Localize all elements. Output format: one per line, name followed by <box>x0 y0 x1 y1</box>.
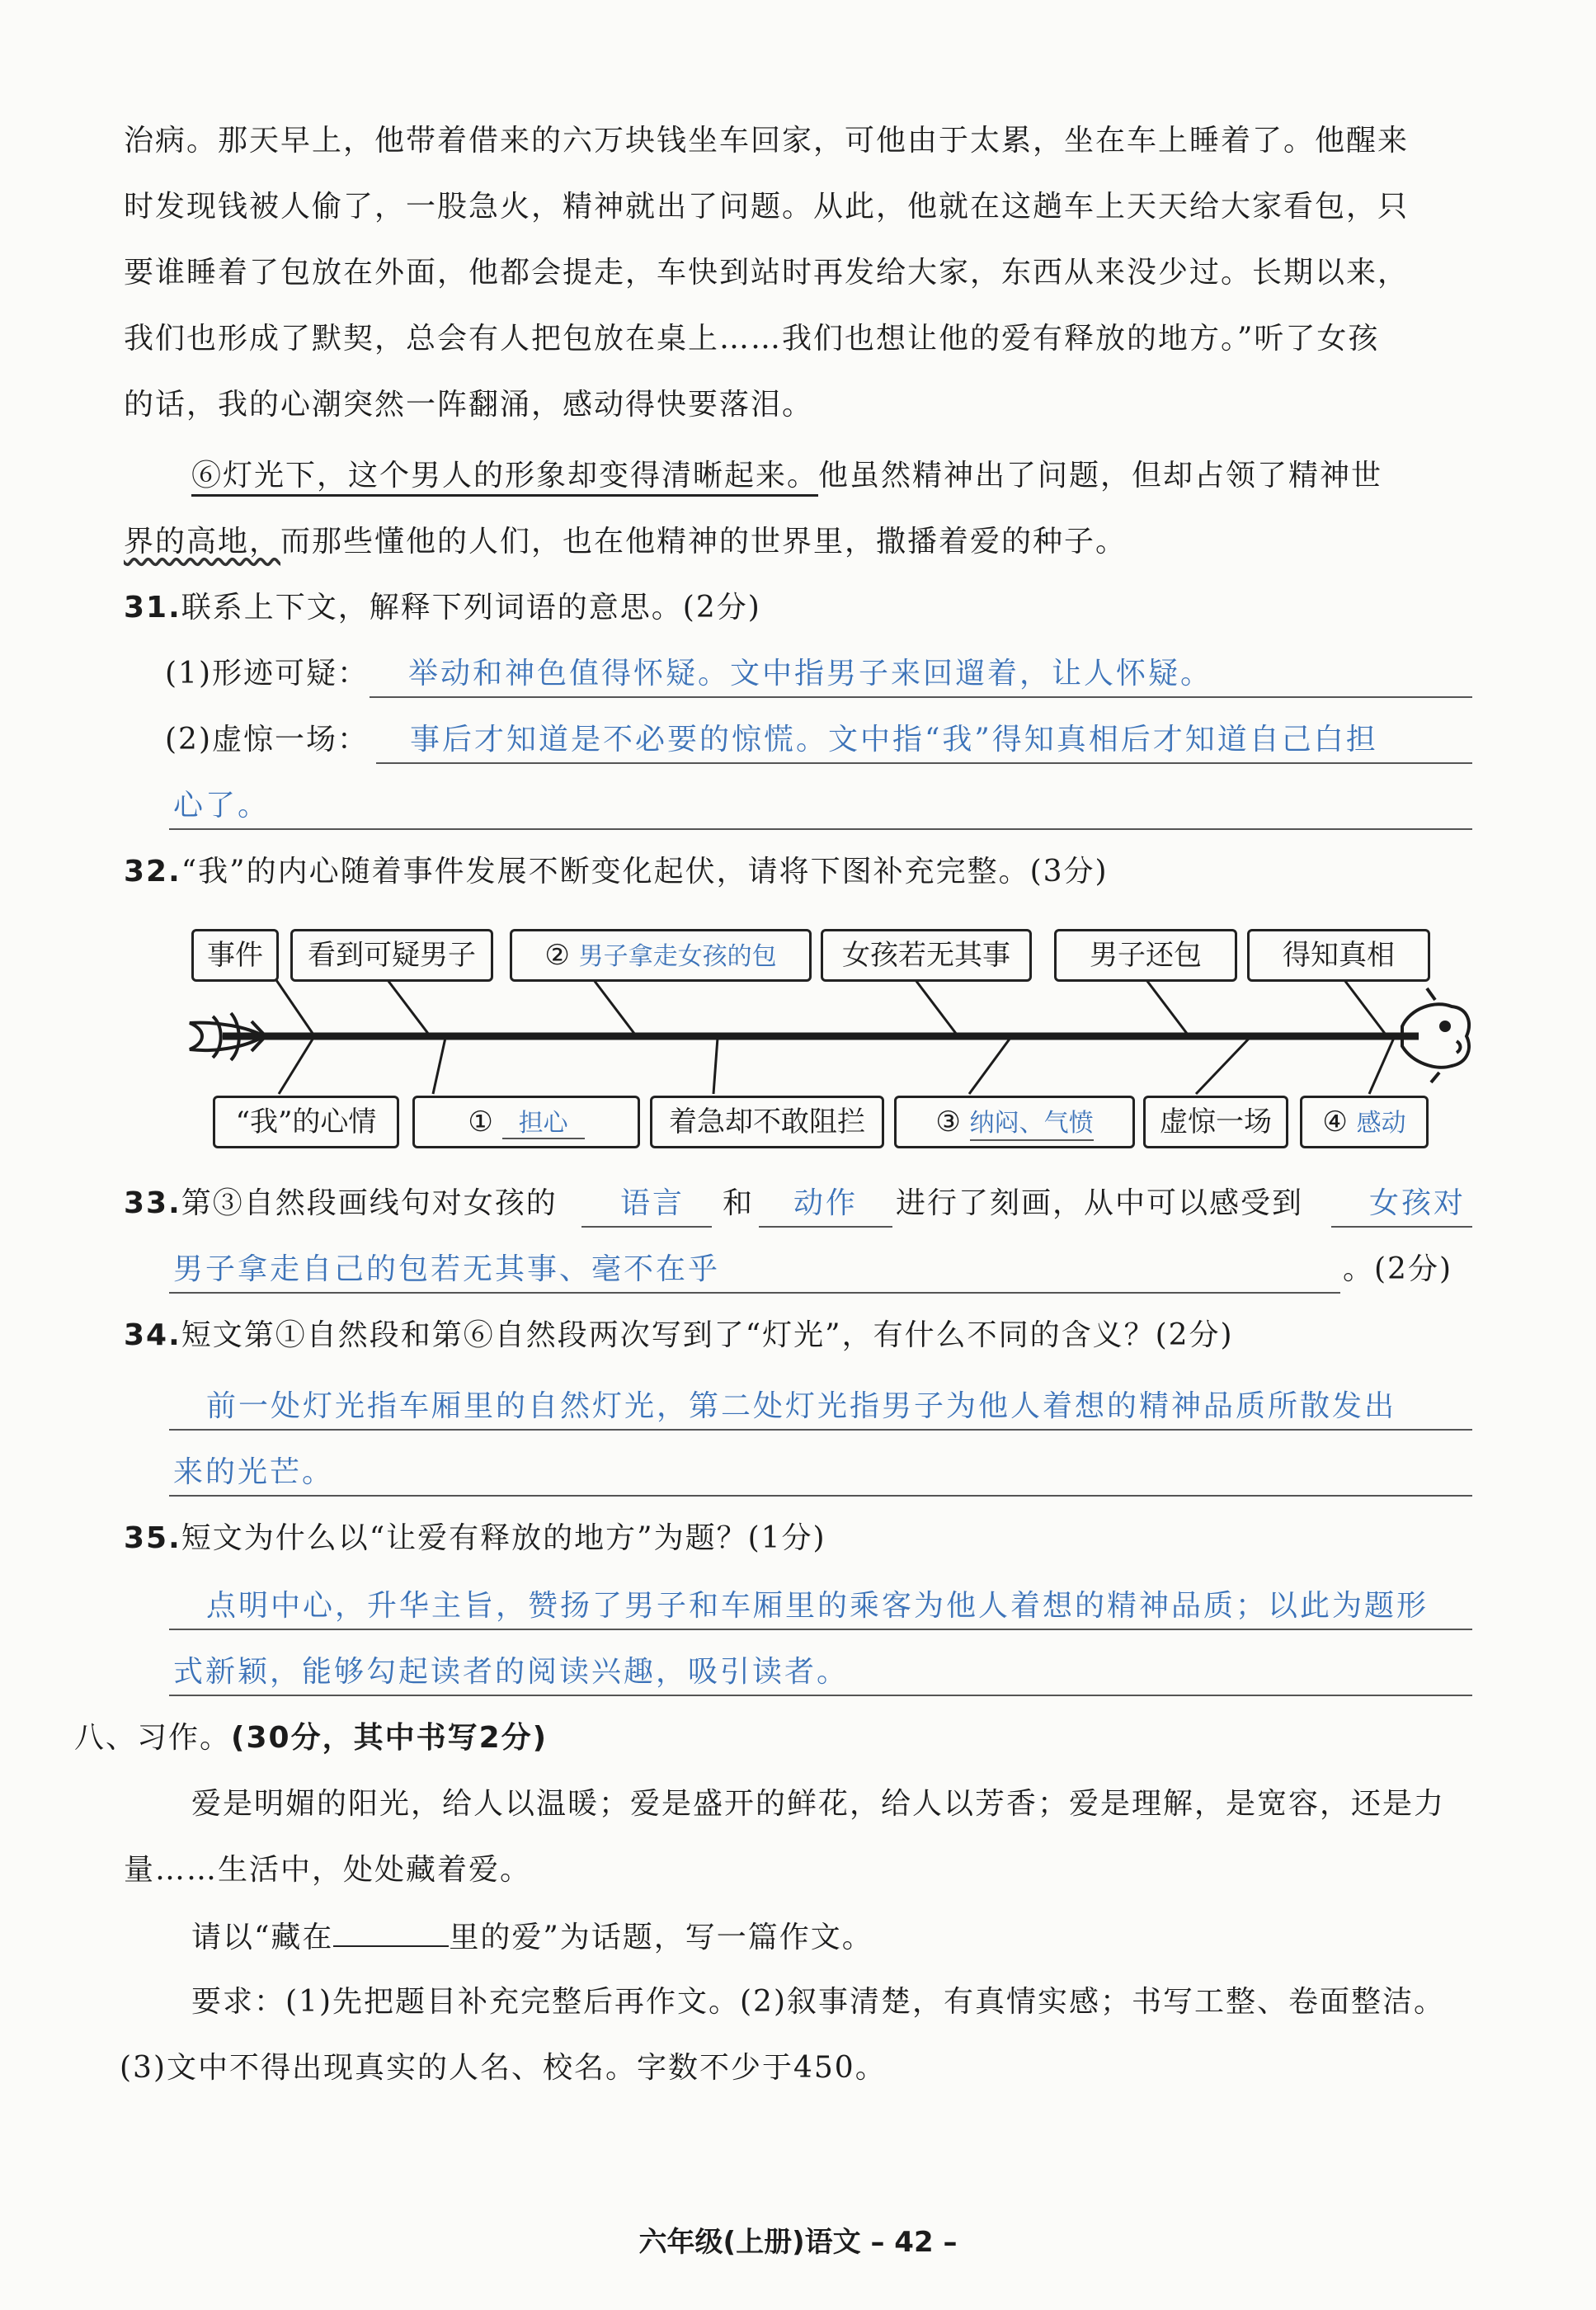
section-heading: 八、习作。 <box>74 1721 232 1755</box>
diagram-box-learn-truth: 得知真相 <box>1247 929 1430 982</box>
answer-underline <box>169 1292 1340 1294</box>
diagram-box-my-feeling-label: “我”的心情 <box>213 1096 399 1148</box>
question-text: “我”的内心随着事件发展不断变化起伏，请将下图补充完整。(3分) <box>181 855 1109 889</box>
paragraph-6-line-2-rest: 而那些懂他的人们，也在他精神的世界里，撒播着爱的种子。 <box>280 525 1128 559</box>
blank-answer-2: 男子拿走女孩的包 <box>578 942 777 971</box>
diagram-box-false-alarm: 虚惊一场 <box>1143 1096 1288 1148</box>
answer-underline <box>581 1226 712 1228</box>
blank-number-4: ④ <box>1322 1106 1348 1138</box>
topic-text-b: 里的爱”为话题，写一篇作文。 <box>449 1921 873 1954</box>
question-text: 短文为什么以“让爱有释放的地方”为题？(1分) <box>181 1521 826 1555</box>
blank-answer-4: 感动 <box>1356 1109 1406 1138</box>
upper-bones <box>276 980 1386 1035</box>
wavy-underlined-phrase: 界的高地， <box>124 525 281 559</box>
q33-blank-3-line-1: 女孩对 <box>1369 1186 1467 1220</box>
q31-item-2-answer-line-1: 事后才知道是不必要的惊慌。文中指“我”得知真相后才知道自己白担 <box>410 723 1378 757</box>
paragraph-6-rest: 他虽然精神出了问题，但却占领了精神世 <box>818 459 1383 493</box>
passage-line-4: 我们也形成了默契，总会有人把包放在桌上……我们也想让他的爱有释放的地方。”听了女孩 <box>124 322 1380 356</box>
passage-line-2: 时发现钱被人偷了，一股急火，精神就出了问题。从此，他就在这趟车上天天给大家看包，只 <box>124 190 1410 224</box>
underlined-sentence: ⑥灯光下，这个男人的形象却变得清晰起来。 <box>191 459 818 497</box>
page-footer: 六年级(上册)语文 – 42 – <box>638 2226 958 2259</box>
q31-item-1-label: (1)形迹可疑： <box>165 657 369 691</box>
answer-underline <box>169 1629 1472 1630</box>
essay-requirements-line-1: 要求：(1)先把题目补充完整后再作文。(2)叙事清楚，有真情实感；书写工整、卷面整洁。 <box>191 1985 1445 2019</box>
diagram-box-4 <box>1300 1096 1429 1148</box>
q33-blank-1: 语言 <box>620 1186 685 1220</box>
q33-blank-3-line-2: 男子拿走自己的包若无其事、毫不在乎 <box>173 1252 721 1286</box>
question-number: 32. <box>124 855 181 889</box>
question-34 <box>124 1315 1472 1356</box>
blank-number-1: ① <box>468 1106 493 1138</box>
question-text-a: 第③自然段画线句对女孩的 <box>181 1186 558 1220</box>
q35-answer-line-2: 式新颖，能够勾起读者的阅读兴趣，吸引读者。 <box>173 1655 850 1689</box>
q33-blank-2: 动作 <box>793 1186 859 1220</box>
lower-bones <box>279 1038 1394 1094</box>
q34-answer-line-2: 来的光芒。 <box>173 1455 335 1489</box>
essay-prompt-line-2: 量……生活中，处处藏着爱。 <box>124 1853 532 1887</box>
diagram-box-man-returns-bag: 男子还包 <box>1054 929 1237 982</box>
diagram-box-girl-calm: 女孩若无其事 <box>821 929 1032 982</box>
question-number: 34. <box>124 1318 181 1352</box>
question-35 <box>124 1518 1472 1559</box>
passage-line-5: 的话，我的心潮突然一阵翻涌，感动得快要落泪。 <box>124 388 814 422</box>
q31-item-1-answer: 举动和神色值得怀疑。文中指男子来回遛着，让人怀疑。 <box>408 657 1213 691</box>
question-number: 31. <box>124 591 181 625</box>
q33-score: 。(2分) <box>1343 1252 1452 1286</box>
answer-underline <box>759 1226 892 1228</box>
diagram-box-1 <box>412 1096 640 1148</box>
diagram-box-suspicious-man: 看到可疑男子 <box>290 929 493 982</box>
question-text: 短文第①自然段和第⑥自然段两次写到了“灯光”，有什么不同的含义？(2分) <box>181 1318 1234 1352</box>
diagram-box-2 <box>510 929 812 982</box>
q31-item-2-answer-line-2: 心了。 <box>173 789 271 823</box>
blank-answer-1: 担心 <box>502 1109 585 1139</box>
answer-underline <box>169 1429 1472 1431</box>
passage-line-1: 治病。那天早上，他带着借来的六万块钱坐车回家，可他由于太累，坐在车上睡着了。他醒来 <box>124 124 1410 158</box>
blank-answer-3: 纳闷、气愤 <box>970 1109 1094 1141</box>
question-number: 33. <box>124 1186 181 1220</box>
blank-number-3: ③ <box>935 1106 961 1138</box>
essay-prompt-line-1: 爱是明媚的阳光，给人以温暖；爱是盛开的鲜花，给人以芳香；爱是理解，是宽容，还是力 <box>191 1787 1446 1821</box>
essay-requirements-line-2: (3)文中不得出现真实的人名、校名。字数不少于450。 <box>120 2051 887 2085</box>
question-number: 35. <box>124 1521 181 1555</box>
answer-underline <box>169 1495 1472 1497</box>
q34-answer-line-1: 前一处灯光指车厢里的自然灯光，第二处灯光指男子为他人着想的精神品质所散发出 <box>206 1389 1397 1423</box>
q31-item-2-label: (2)虚惊一场： <box>165 723 369 757</box>
blank-number-2: ② <box>544 939 570 972</box>
diagram-box-3 <box>894 1096 1135 1148</box>
q35-answer-line-1: 点明中心，升华主旨，赞扬了男子和车厢里的乘客为他人着想的精神品质；以此为题形 <box>206 1589 1429 1623</box>
q33-and: 和 <box>723 1186 755 1220</box>
q33-text-c: 进行了刻画，从中可以感受到 <box>896 1186 1304 1220</box>
section-score: (30分，其中书写2分) <box>231 1721 548 1755</box>
diagram-box-event-label: 事件 <box>191 929 279 982</box>
question-text: 联系上下文，解释下列词语的意思。(2分) <box>181 591 761 625</box>
topic-text-a: 请以“藏在 <box>191 1921 334 1954</box>
essay-topic <box>191 1916 1346 1959</box>
answer-underline <box>1331 1226 1472 1228</box>
answer-underline <box>169 1695 1472 1696</box>
diagram-box-anxious: 着急却不敢阻拦 <box>650 1096 884 1148</box>
topic-blank <box>333 1916 449 1947</box>
passage-line-3: 要谁睡着了包放在外面，他都会提走，车快到站时再发给大家，东西从来没少过。长期以来， <box>124 256 1410 290</box>
section-8-heading <box>74 1718 1423 1759</box>
